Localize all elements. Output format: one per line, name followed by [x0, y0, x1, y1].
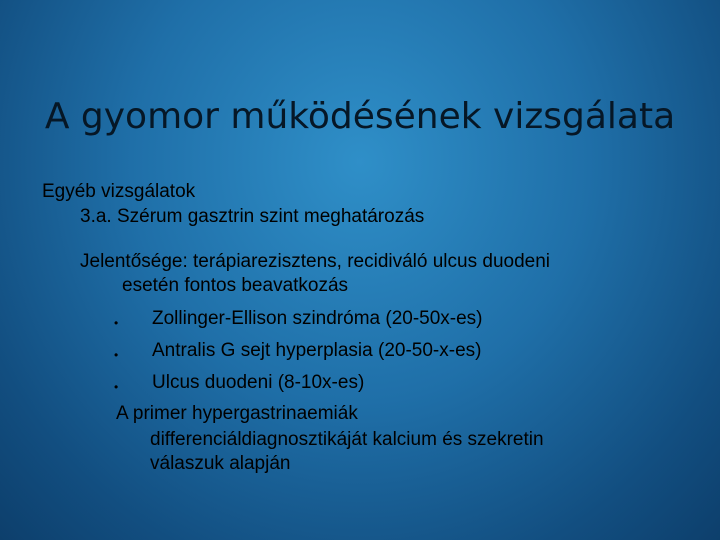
- bullet-icon: •: [114, 316, 119, 330]
- body-line-heading: Egyéb vizsgálatok: [42, 181, 196, 202]
- bullet-item-antralis: Antralis G sejt hyperplasia (20-50-x-es): [152, 340, 482, 361]
- body-line-primer-cont-2: válaszuk alapján: [150, 453, 291, 474]
- bullet-item-zollinger: Zollinger-Ellison szindróma (20-50x-es): [152, 308, 483, 329]
- bullet-icon: •: [114, 380, 119, 394]
- body-line-serum: 3.a. Szérum gasztrin szint meghatározás: [80, 206, 425, 227]
- body-line-primer-cont-1: differenciáldiagnosztikáját kalcium és szekretin: [150, 429, 544, 450]
- body-line-significance: Jelentősége: terápiarezisztens, recidiváló ulcus duodeni: [80, 251, 550, 272]
- body-line-primer: A primer hypergastrinaemiák: [116, 403, 358, 424]
- bullet-icon: •: [114, 348, 119, 362]
- slide-title: A gyomor működésének vizsgálata: [44, 96, 676, 137]
- body-line-significance-cont: esetén fontos beavatkozás: [122, 275, 349, 296]
- bullet-item-ulcus: Ulcus duodeni (8-10x-es): [152, 372, 365, 393]
